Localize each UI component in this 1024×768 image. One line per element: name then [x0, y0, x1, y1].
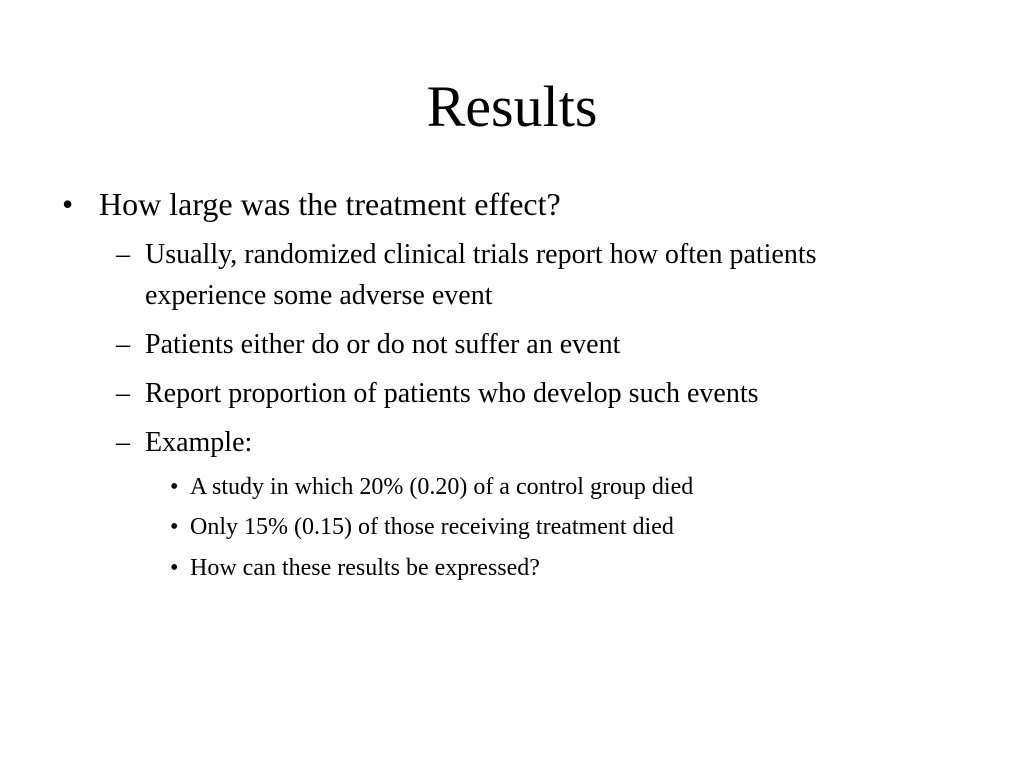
bullet-text: Usually, randomized clinical trials report how often patients experience some adverse event — [145, 239, 817, 311]
dash-marker: – — [116, 378, 130, 409]
bullet-level2-either-or — [116, 324, 916, 365]
bullet-level2-report-proportion — [116, 373, 916, 414]
dash-marker: – — [116, 239, 130, 270]
bullet-level3-control-group — [170, 472, 870, 502]
bullet-marker: • — [62, 186, 74, 222]
bullet-text: How can these results be expressed? — [190, 555, 540, 581]
bullet-marker: • — [170, 514, 179, 540]
bullet-level3-how-expressed — [170, 553, 870, 583]
bullet-text: A study in which 20% (0.20) of a control group died — [190, 474, 694, 500]
dash-marker: – — [116, 427, 130, 458]
bullet-marker: • — [170, 555, 179, 581]
bullet-level3-treatment-group — [170, 512, 870, 542]
bullet-text: Report proportion of patients who develop such events — [145, 378, 759, 409]
bullet-text: Patients either do or do not suffer an event — [145, 329, 621, 360]
bullet-level2-trials-report — [116, 234, 916, 316]
bullet-level1-treatment-effect — [62, 184, 962, 224]
bullet-text: Example: — [145, 427, 253, 458]
slide-title: Results — [426, 74, 598, 139]
bullet-text: Only 15% (0.15) of those receiving treatment died — [190, 514, 674, 540]
bullet-marker: • — [170, 474, 179, 500]
dash-marker: – — [116, 329, 130, 360]
bullet-text: How large was the treatment effect? — [99, 186, 561, 222]
bullet-level2-example — [116, 422, 916, 463]
